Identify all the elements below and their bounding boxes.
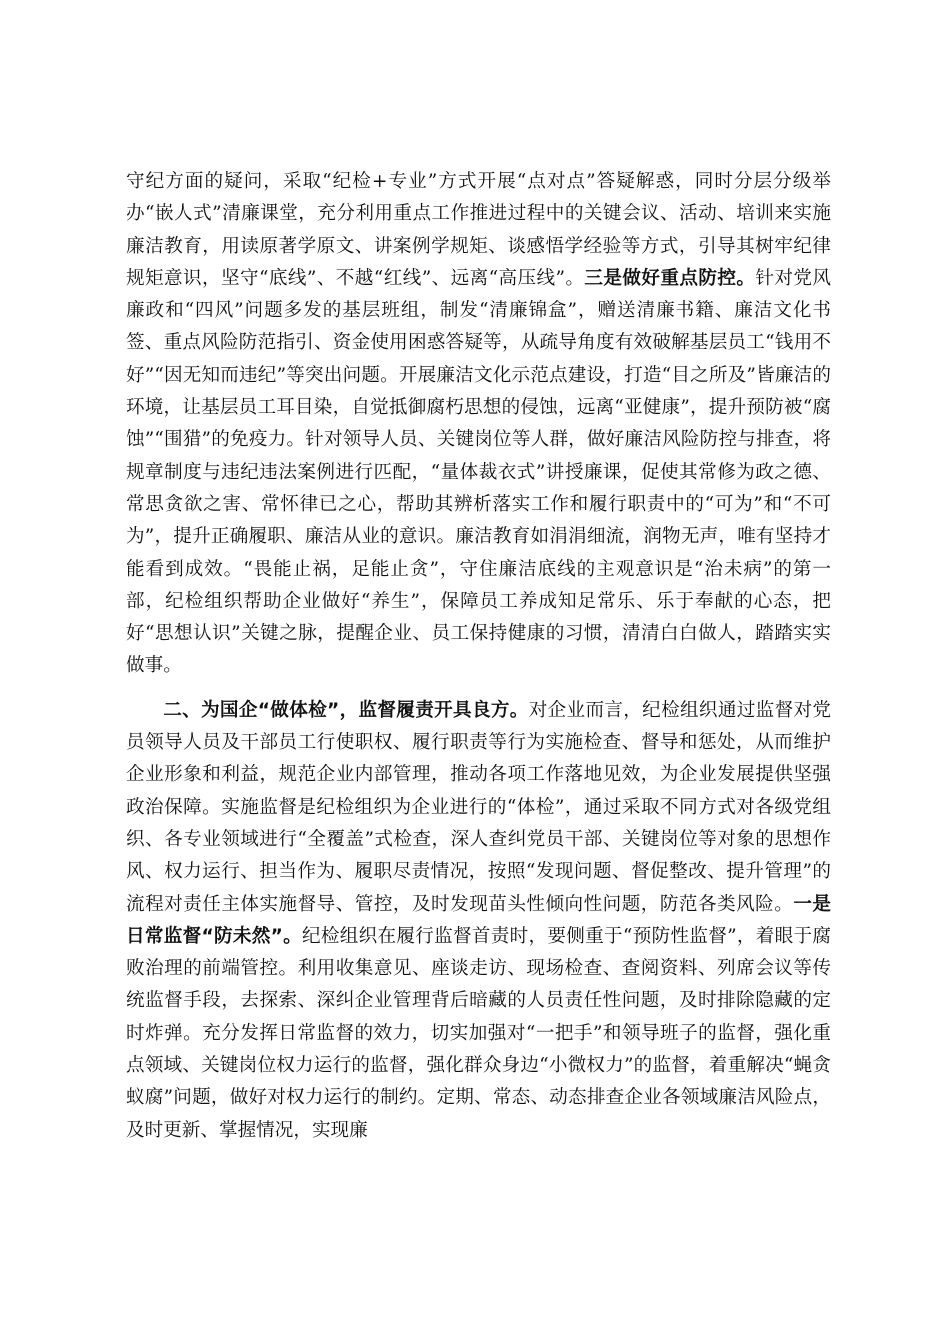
paragraph-1-heading-3: 三是做好重点防控。 (584, 267, 756, 289)
paragraph-2-text-2: 纪检组织在履行监督首责时，要侧重于“预防性监督”，着眼于腐败治理的前端管控。利用收集意见、座谈走访、现场检查、查阅资料、列席会议等传统监督手段，去探索、深纠企业管理背后暗藏的人员责任性问题，及时排除隐藏的定时炸弹。充分发挥日常监督的效力，切实加强对“一把手”和领导班子的监督，强化重点领域、关键岗位权力运行的监督，强化群众身边“小微权力”的监督，着重解决“蝇贪蚁腐”问题，做好对权力运行的制约。定期、常态、动态排查企业各领域廉洁风险点，及时更新、掌握情况，实现廉 (126, 925, 831, 1141)
document-body (126, 166, 831, 1159)
paragraph-1 (126, 166, 831, 683)
paragraph-2-text-1: 对企业而言，纪检组织通过监督对党员领导人员及干部员工行使职权、履行职责等行为实施检查、督导和惩处，从而维护企业形象和利益，规范企业内部管理，推动各项工作落地见效，为企业发展提供坚强政治保障。实施监督是纪检组织为企业进行的“体检”，通过采取不同方式对各级党组织、各专业领域进行“全覆盖”式检查，深人查纠党员干部、关键岗位等对象的思想作风、权力运行、担当作为、履职尽责情况，按照“发现问题、督促整改、提升管理”的流程对责任主体实施督导、管控，及时发现苗头性倾向性问题，防范各类风险。 (126, 699, 831, 915)
paragraph-1-text-1: 守纪方面的疑问，采取“纪检+专业”方式开展“点对点”答疑解惑，同时分层分级举办“嵌人式”清廉课堂，充分利用重点工作推进过程中的关键会议、活动、培训来实施廉洁教育，用读原著学原文、讲案例学规矩、谈感悟学经验等方式，引导其树牢纪律规矩意识，坚守“底线”、不越“红线”、远离“高压线”。 (126, 171, 831, 289)
section-2-heading: 二、为国企“做体检”，监督履责开具良方。 (163, 699, 529, 721)
paragraph-1-text-2: 针对党风廉政和“四风”问题多发的基层班组，制发“清廉锦盒”，赠送清廉书籍、廉洁文化书签、重点风险防范指引、资金使用困惑答疑等，从疏导角度有效破解基层员工“钱用不好”“因无知而违纪”等突出问题。开展廉洁文化示范点建设，打造“目之所及”皆廉洁的环境，让基层员工耳目染，自觉抵御腐朽思想的侵蚀，远离“亚健康”，提升预防被“腐蚀”“围猎”的免疫力。针对领导人员、关键岗位等人群，做好廉洁风险防控与排查，将规章制度与违纪违法案例进行匹配，“量体裁衣式”讲授廉课，促使其常修为政之德、常思贪欲之害、常怀律已之心，帮助其辨析落实工作和履行职责中的“可为”和“不可为”，提升正确履职、廉洁从业的意识。廉洁教育如涓涓细流，润物无声，唯有坚持才能看到成效。“畏能止祸，足能止贪”，守住廉洁底线的主观意识是“治未病”的第一部，纪检组织帮助企业做好“养生”，保障员工养成知足常乐、乐于奉献的心态，把好“思想认识”关键之脉，提醒企业、员工保持健康的习惯，清清白白做人，踏踏实实做事。 (126, 267, 831, 677)
paragraph-2 (126, 695, 831, 1147)
paragraph-2-subheading-1: 一是日常监督“防未然”。 (126, 893, 831, 947)
